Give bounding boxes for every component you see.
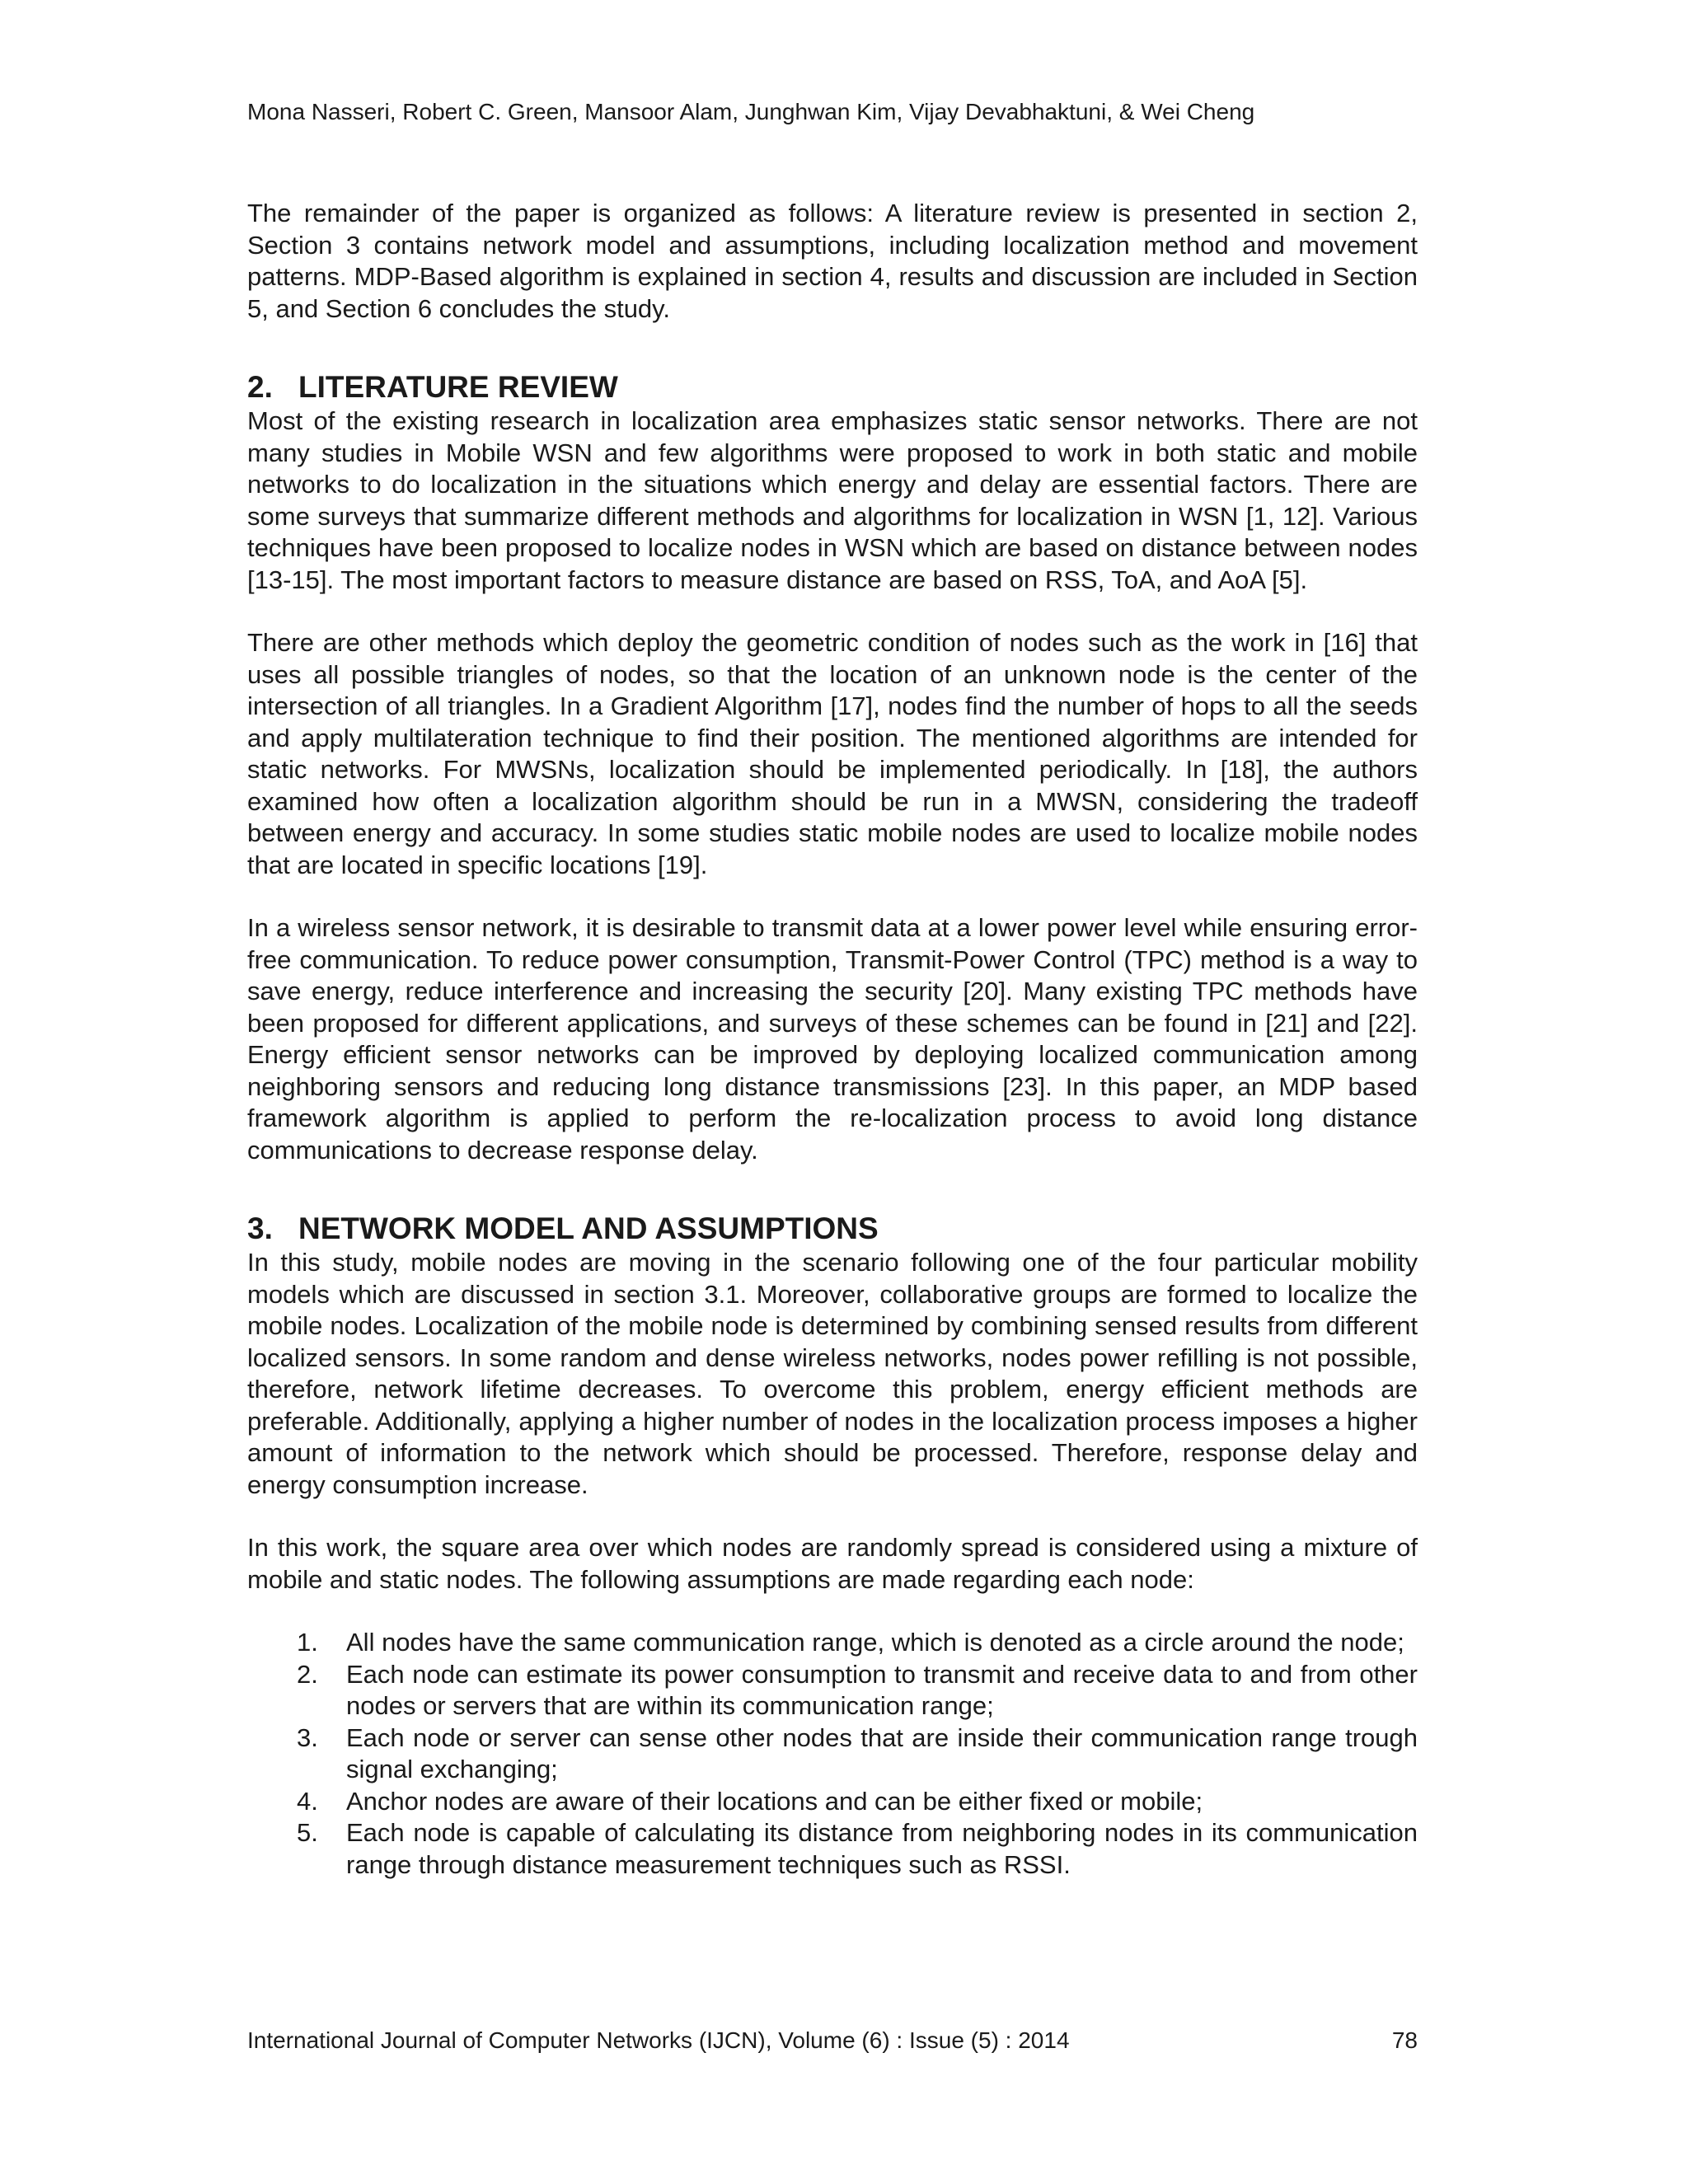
paragraph: There are other methods which deploy the geometric condition of nodes such as the work in [16] that uses all possible triangles of nodes, so that the location of an unknown node is the center of the intersection of all triangles. In a Gradient Algorithm [17], nodes find the number of hops to all the seeds and apply multilateration technique to find their position. The mentioned algorithms are intended for static networks. For MWSNs, localization should be implemented periodically. In [18], the authors examined how often a localization algorithm should be run in a MWSN, considering the tradeoff between energy and accuracy. In some studies static mobile nodes are used to localize mobile nodes that are located in specific locations [19]. bbox=[247, 628, 1418, 879]
assumptions-list bbox=[247, 1627, 1418, 1881]
list-item-text: Each node or server can sense other nodes that are inside their communication range trough signal exchanging; bbox=[346, 1722, 1418, 1783]
section-number: 3. bbox=[247, 1212, 273, 1245]
journal-citation: International Journal of Computer Networks (IJCN), Volume (6) : Issue (5) : 2014 bbox=[247, 2027, 1070, 2053]
list-item bbox=[247, 1627, 1418, 1659]
intro-paragraph: The remainder of the paper is organized as follows: A literature review is presented in section 2, Section 3 contains network model and assumptions, including localization method and movement patterns. MDP-Based algorithm is explained in section 4, results and discussion are included in Section 5, and Section 6 concludes the study. bbox=[247, 199, 1418, 323]
section-heading-literature-review bbox=[247, 369, 1418, 405]
page-number: 78 bbox=[1391, 2027, 1418, 2053]
list-item-text: Each node is capable of calculating its distance from neighboring nodes in its communication range through distance measurement techniques such as RSSI. bbox=[346, 1818, 1418, 1879]
section-title: NETWORK MODEL AND ASSUMPTIONS bbox=[298, 1212, 879, 1245]
list-item-text: All nodes have the same communication range, which is denoted as a circle around the node; bbox=[346, 1628, 1404, 1657]
paragraph: In this work, the square area over which nodes are randomly spread is considered using a mixture of mobile and static nodes. The following assumptions are made regarding each node: bbox=[247, 1533, 1418, 1594]
body-text bbox=[247, 198, 1418, 1881]
paper-page bbox=[247, 0, 1418, 2184]
list-item bbox=[247, 1786, 1418, 1818]
paragraph: Most of the existing research in localization area emphasizes static sensor networks. There are not many studies in Mobile WSN and few algorithms were proposed to work in both static and mobile networks to do localization in the situations which energy and delay are essential factors. There are some surveys that summarize different methods and algorithms for localization in WSN [1, 12]. Various techniques have been proposed to localize nodes in WSN which are based on distance between nodes [13-15]. The most important factors to measure distance are based on RSS, ToA, and AoA [5]. bbox=[247, 406, 1418, 594]
list-item bbox=[247, 1817, 1418, 1881]
list-marker: 4. bbox=[297, 1786, 318, 1816]
list-item-text: Anchor nodes are aware of their locations and can be either fixed or mobile; bbox=[346, 1786, 1203, 1816]
list-marker: 2. bbox=[297, 1659, 318, 1689]
list-item-text: Each node can estimate its power consumption to transmit and receive data to and from other nodes or servers that are within its communication range; bbox=[346, 1659, 1418, 1720]
paragraph: In this study, mobile nodes are moving in the scenario following one of the four particular mobility models which are discussed in section 3.1. Moreover, collaborative groups are formed to localize the mobile nodes. Localization of the mobile node is determined by combining sensed results from different localized sensors. In some random and dense wireless networks, nodes power refilling is not possible, therefore, network lifetime decreases. To overcome this problem, energy efficient methods are preferable. Additionally, applying a higher number of nodes in the localization process imposes a higher amount of information to the network which should be processed. Therefore, response delay and energy consumption increase. bbox=[247, 1248, 1418, 1499]
list-item bbox=[247, 1722, 1418, 1786]
running-header-authors: Mona Nasseri, Robert C. Green, Mansoor Alam, Junghwan Kim, Vijay Devabhaktuni, & Wei Cheng bbox=[247, 99, 1255, 124]
list-marker: 1. bbox=[297, 1628, 318, 1657]
section-title: LITERATURE REVIEW bbox=[298, 370, 618, 404]
section-number: 2. bbox=[247, 370, 273, 404]
section-heading-network-model bbox=[247, 1211, 1418, 1247]
paragraph: In a wireless sensor network, it is desirable to transmit data at a lower power level while ensuring error-free communication. To reduce power consumption, Transmit-Power Control (TPC) method is a way to save energy, reduce interference and increasing the security [20]. Many existing TPC methods have been proposed for different applications, and surveys of these schemes can be found in [21] and [22]. Energy efficient sensor networks can be improved by deploying localized communication among neighboring sensors and reducing long distance transmissions [23]. In this paper, an MDP based framework algorithm is applied to perform the re-localization process to avoid long distance communications to decrease response delay. bbox=[247, 913, 1418, 1165]
list-marker: 5. bbox=[297, 1818, 318, 1847]
list-marker: 3. bbox=[297, 1722, 318, 1752]
list-item bbox=[247, 1659, 1418, 1722]
